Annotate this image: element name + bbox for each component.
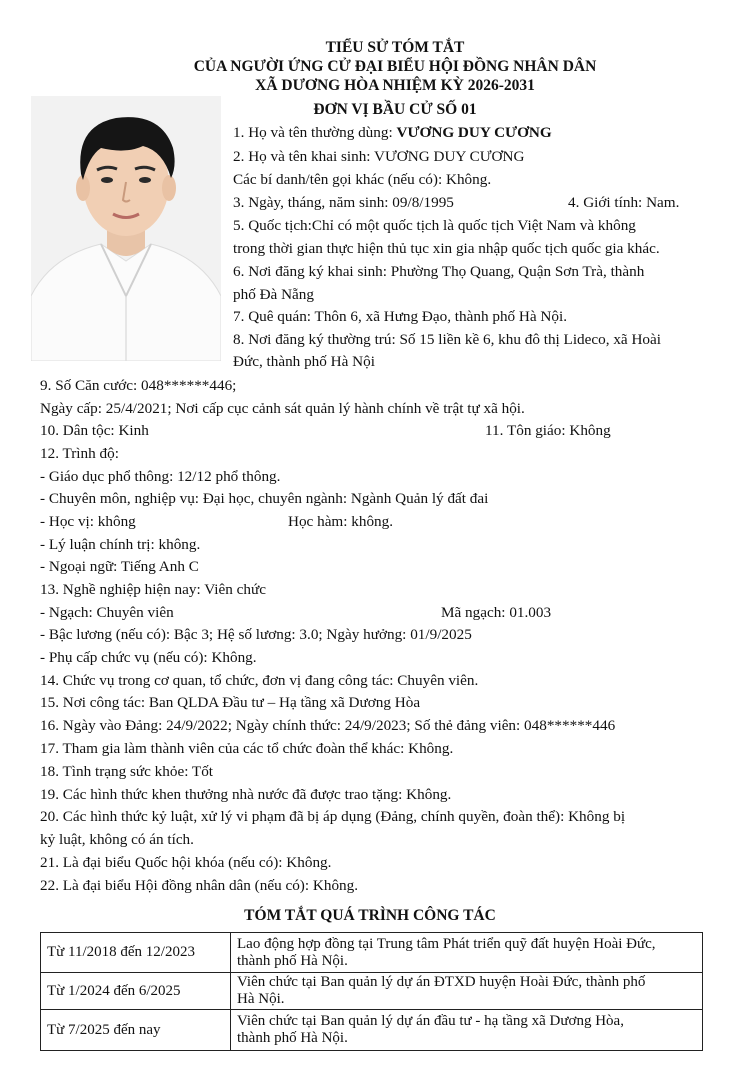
table-row xyxy=(41,973,703,1010)
discipline-line-2: kỷ luật, không có án tích. xyxy=(40,831,194,848)
pc-delegate: 22. Là đại biểu Hội đồng nhân dân (nếu có): Không. xyxy=(40,877,359,894)
allowance: - Phụ cấp chức vụ (nếu có): Không. xyxy=(40,649,257,666)
political-theory: - Lý luận chính trị: không. xyxy=(40,536,201,553)
rank: - Ngạch: Chuyên viên xyxy=(40,604,174,621)
workplace: 15. Nơi công tác: Ban QLDA Đầu tư – Hạ tầng xã Dương Hòa xyxy=(40,694,421,711)
health: 18. Tình trạng sức khỏe: Tốt xyxy=(40,763,214,780)
full-name-label: 1. Họ và tên thường dùng: xyxy=(233,124,397,141)
description-line: thành phố Hà Nội. xyxy=(237,1030,348,1046)
portrait-illustration xyxy=(31,96,221,361)
occupation: 13. Nghề nghiệp hiện nay: Viên chức xyxy=(40,581,266,598)
nationality-line-1: 5. Quốc tịch:Chỉ có một quốc tịch là quốc tịch Việt Nam và không xyxy=(233,217,636,234)
major: - Chuyên môn, nghiệp vụ: Đại học, chuyên ngành: Ngành Quản lý đất đai xyxy=(40,490,489,507)
full-name xyxy=(233,123,552,143)
period-cell: Từ 7/2025 đến nay xyxy=(41,1010,231,1051)
residence-line-2: Đức, thành phố Hà Nội xyxy=(233,353,375,370)
ethnicity: 10. Dân tộc: Kinh xyxy=(40,422,149,439)
candidate-portrait-photo xyxy=(31,96,221,361)
salary: - Bậc lương (nếu có): Bậc 3; Hệ số lương: 3.0; Ngày hưởng: 01/9/2025 xyxy=(40,626,472,643)
discipline-line-1: 20. Các hình thức kỷ luật, xử lý vi phạm đã bị áp dụng (Đảng, chính quyền, đoàn thể): Không bị xyxy=(40,808,626,825)
alias: Các bí danh/tên gọi khác (nếu có): Không. xyxy=(233,171,492,188)
description-line: Hà Nội. xyxy=(237,991,285,1007)
description-line: Lao động hợp đồng tại Trung tâm Phát triển quỹ đất huyện Hoài Đức, xyxy=(237,935,656,952)
description-cell xyxy=(231,1010,703,1051)
doc-subtitle: CỦA NGƯỜI ỨNG CỬ ĐẠI BIỂU HỘI ĐỒNG NHÂN DÂN xyxy=(193,58,597,75)
description-cell xyxy=(231,973,703,1010)
academic-title: Học hàm: không. xyxy=(288,513,394,530)
rank-code: Mã ngạch: 01.003 xyxy=(441,604,552,621)
work-history-table xyxy=(40,932,703,1051)
party-membership: 16. Ngày vào Đảng: 24/9/2022; Ngày chính thức: 24/9/2023; Số thẻ đảng viên: 048******446 xyxy=(40,717,616,734)
birth-place-line-1: 6. Nơi đăng ký khai sinh: Phường Thọ Quang, Quận Sơn Trà, thành xyxy=(233,263,645,280)
foreign-language: - Ngoại ngữ: Tiếng Anh C xyxy=(40,558,199,575)
hometown: 7. Quê quán: Thôn 6, xã Hưng Đạo, thành phố Hà Nội. xyxy=(233,308,568,325)
awards: 19. Các hình thức khen thưởng nhà nước đã được trao tặng: Không. xyxy=(40,786,452,803)
period-cell: Từ 1/2024 đến 6/2025 xyxy=(41,973,231,1010)
degree: - Học vị: không xyxy=(40,513,136,530)
date-of-birth: 3. Ngày, tháng, năm sinh: 09/8/1995 xyxy=(233,194,454,211)
period-cell: Từ 11/2018 đến 12/2023 xyxy=(41,933,231,973)
description-line: Viên chức tại Ban quản lý dự án ĐTXD huyện Hoài Đức, thành phố xyxy=(237,974,646,990)
description-line: thành phố Hà Nội. xyxy=(237,952,348,969)
id-issue: Ngày cấp: 25/4/2021; Nơi cấp cục cảnh sát quản lý hành chính về trật tự xã hội. xyxy=(40,400,525,417)
work-history-title: TÓM TẮT QUÁ TRÌNH CÔNG TÁC xyxy=(244,907,496,924)
doc-term: XÃ DƯƠNG HÒA NHIỆM KỲ 2026-2031 xyxy=(255,77,535,94)
gender: 4. Giới tính: Nam. xyxy=(568,194,680,211)
nationality-line-2: trong thời gian thực hiện thủ tục xin gia nhập quốc tịch quốc gia khác. xyxy=(233,240,660,257)
description-line: Viên chức tại Ban quản lý dự án đầu tư - hạ tầng xã Dương Hòa, xyxy=(237,1013,624,1029)
full-name-value: VƯƠNG DUY CƯƠNG xyxy=(396,124,552,141)
birth-name: 2. Họ và tên khai sinh: VƯƠNG DUY CƯƠNG xyxy=(233,148,525,165)
general-education: - Giáo dục phổ thông: 12/12 phổ thông. xyxy=(40,468,281,485)
religion: 11. Tôn giáo: Không xyxy=(485,422,611,439)
table-row xyxy=(41,1010,703,1051)
id-card: 9. Số Căn cước: 048******446; xyxy=(40,377,237,394)
position: 14. Chức vụ trong cơ quan, tổ chức, đơn vị đang công tác: Chuyên viên. xyxy=(40,672,479,689)
table-row xyxy=(41,933,703,973)
description-cell xyxy=(231,933,703,973)
doc-title: TIỂU SỬ TÓM TẮT xyxy=(325,39,465,56)
doc-constituency: ĐƠN VỊ BẦU CỬ SỐ 01 xyxy=(313,101,477,118)
residence-line-1: 8. Nơi đăng ký thường trú: Số 15 liền kề 6, khu đô thị Lideco, xã Hoài xyxy=(233,331,661,348)
organization-membership: 17. Tham gia làm thành viên của các tổ chức đoàn thể khác: Không. xyxy=(40,740,454,757)
na-delegate: 21. Là đại biểu Quốc hội khóa (nếu có): Không. xyxy=(40,854,332,871)
birth-place-line-2: phố Đà Nẵng xyxy=(233,286,314,303)
education-header: 12. Trình độ: xyxy=(40,445,119,462)
